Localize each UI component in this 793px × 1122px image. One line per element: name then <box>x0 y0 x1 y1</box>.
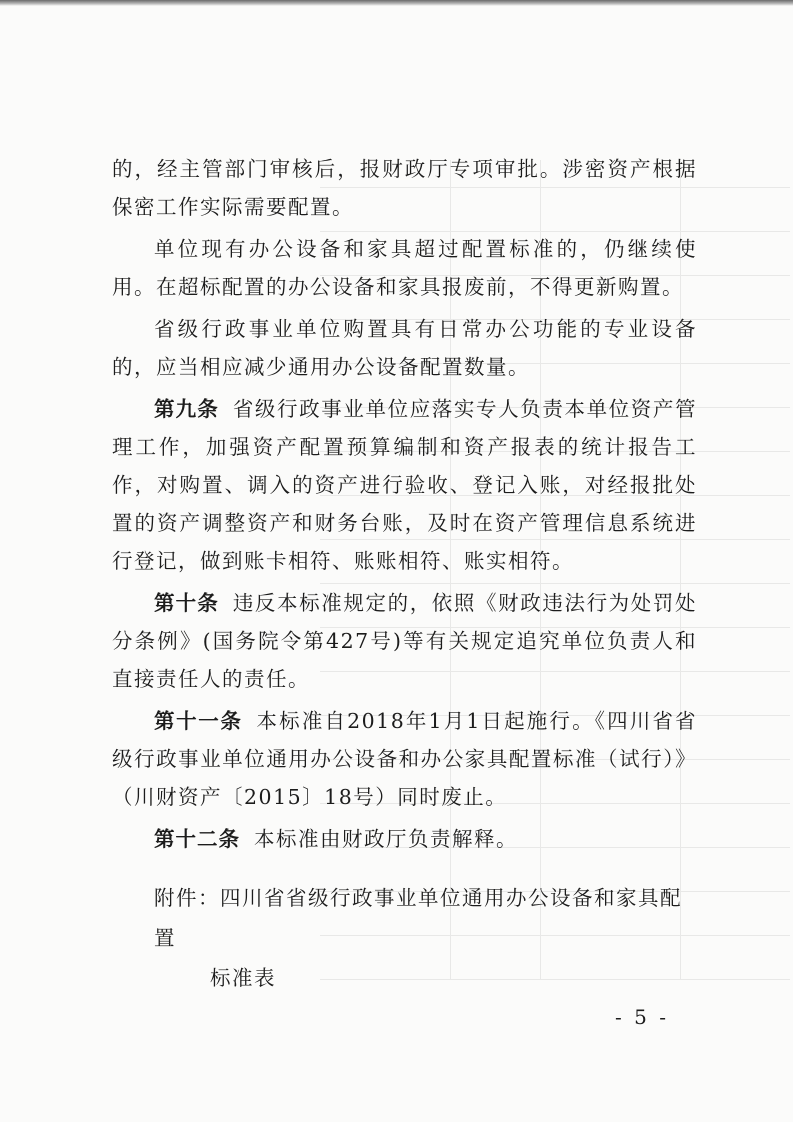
paragraph-text: 省级行政事业单位购置具有日常办公功能的专业设备的，应当相应减少通用办公设备配置数量。 <box>112 317 697 379</box>
scan-top-edge <box>0 0 793 6</box>
paragraph-text: 单位现有办公设备和家具超过配置标准的，仍继续使用。在超标配置的办公设备和家具报废前，不得更新购置。 <box>112 237 697 299</box>
article-heading: 第十一条 <box>154 709 243 733</box>
document-body <box>112 150 697 858</box>
article-text: 违反本标准规定的，依照《财政违法行为处罚处分条例》(国务院令第427号)等有关规定追究单位负责人和直接责任人的责任。 <box>112 591 698 691</box>
paragraph-existing-equipment <box>112 230 697 306</box>
article-10 <box>112 584 697 698</box>
page-number: - 5 - <box>615 1005 669 1029</box>
article-11 <box>112 702 697 816</box>
attachment-line-2: 标准表 <box>210 966 276 990</box>
article-heading: 第九条 <box>154 397 219 421</box>
article-heading: 第十二条 <box>154 827 240 851</box>
paragraph-continuation <box>112 150 697 226</box>
article-text: 本标准由财政厅负责解释。 <box>254 827 518 851</box>
article-heading: 第十条 <box>154 591 219 615</box>
article-9 <box>112 390 697 580</box>
article-text: 本标准自2018年1月1日起施行。《四川省省级行政事业单位通用办公设备和办公家具配置标准（试行）》（川财资产〔2015〕18号）同时废止。 <box>112 709 697 809</box>
paragraph-special-equipment <box>112 310 697 386</box>
attachment-line-1: 附件：四川省省级行政事业单位通用办公设备和家具配置 <box>154 886 682 950</box>
paragraph-text: 的，经主管部门审核后，报财政厅专项审批。涉密资产根据保密工作实际需要配置。 <box>112 157 697 219</box>
article-text: 省级行政事业单位应落实专人负责本单位资产管理工作，加强资产配置预算编制和资产报表的统计报告工作，对购置、调入的资产进行验收、登记入账，对经报批处置的资产调整资产和财务台账，及时在资产管理信息系统进行登记，做到账卡相符、账账相符、账实相符。 <box>112 397 698 573</box>
attachment-note <box>154 878 699 998</box>
article-12 <box>112 820 697 858</box>
